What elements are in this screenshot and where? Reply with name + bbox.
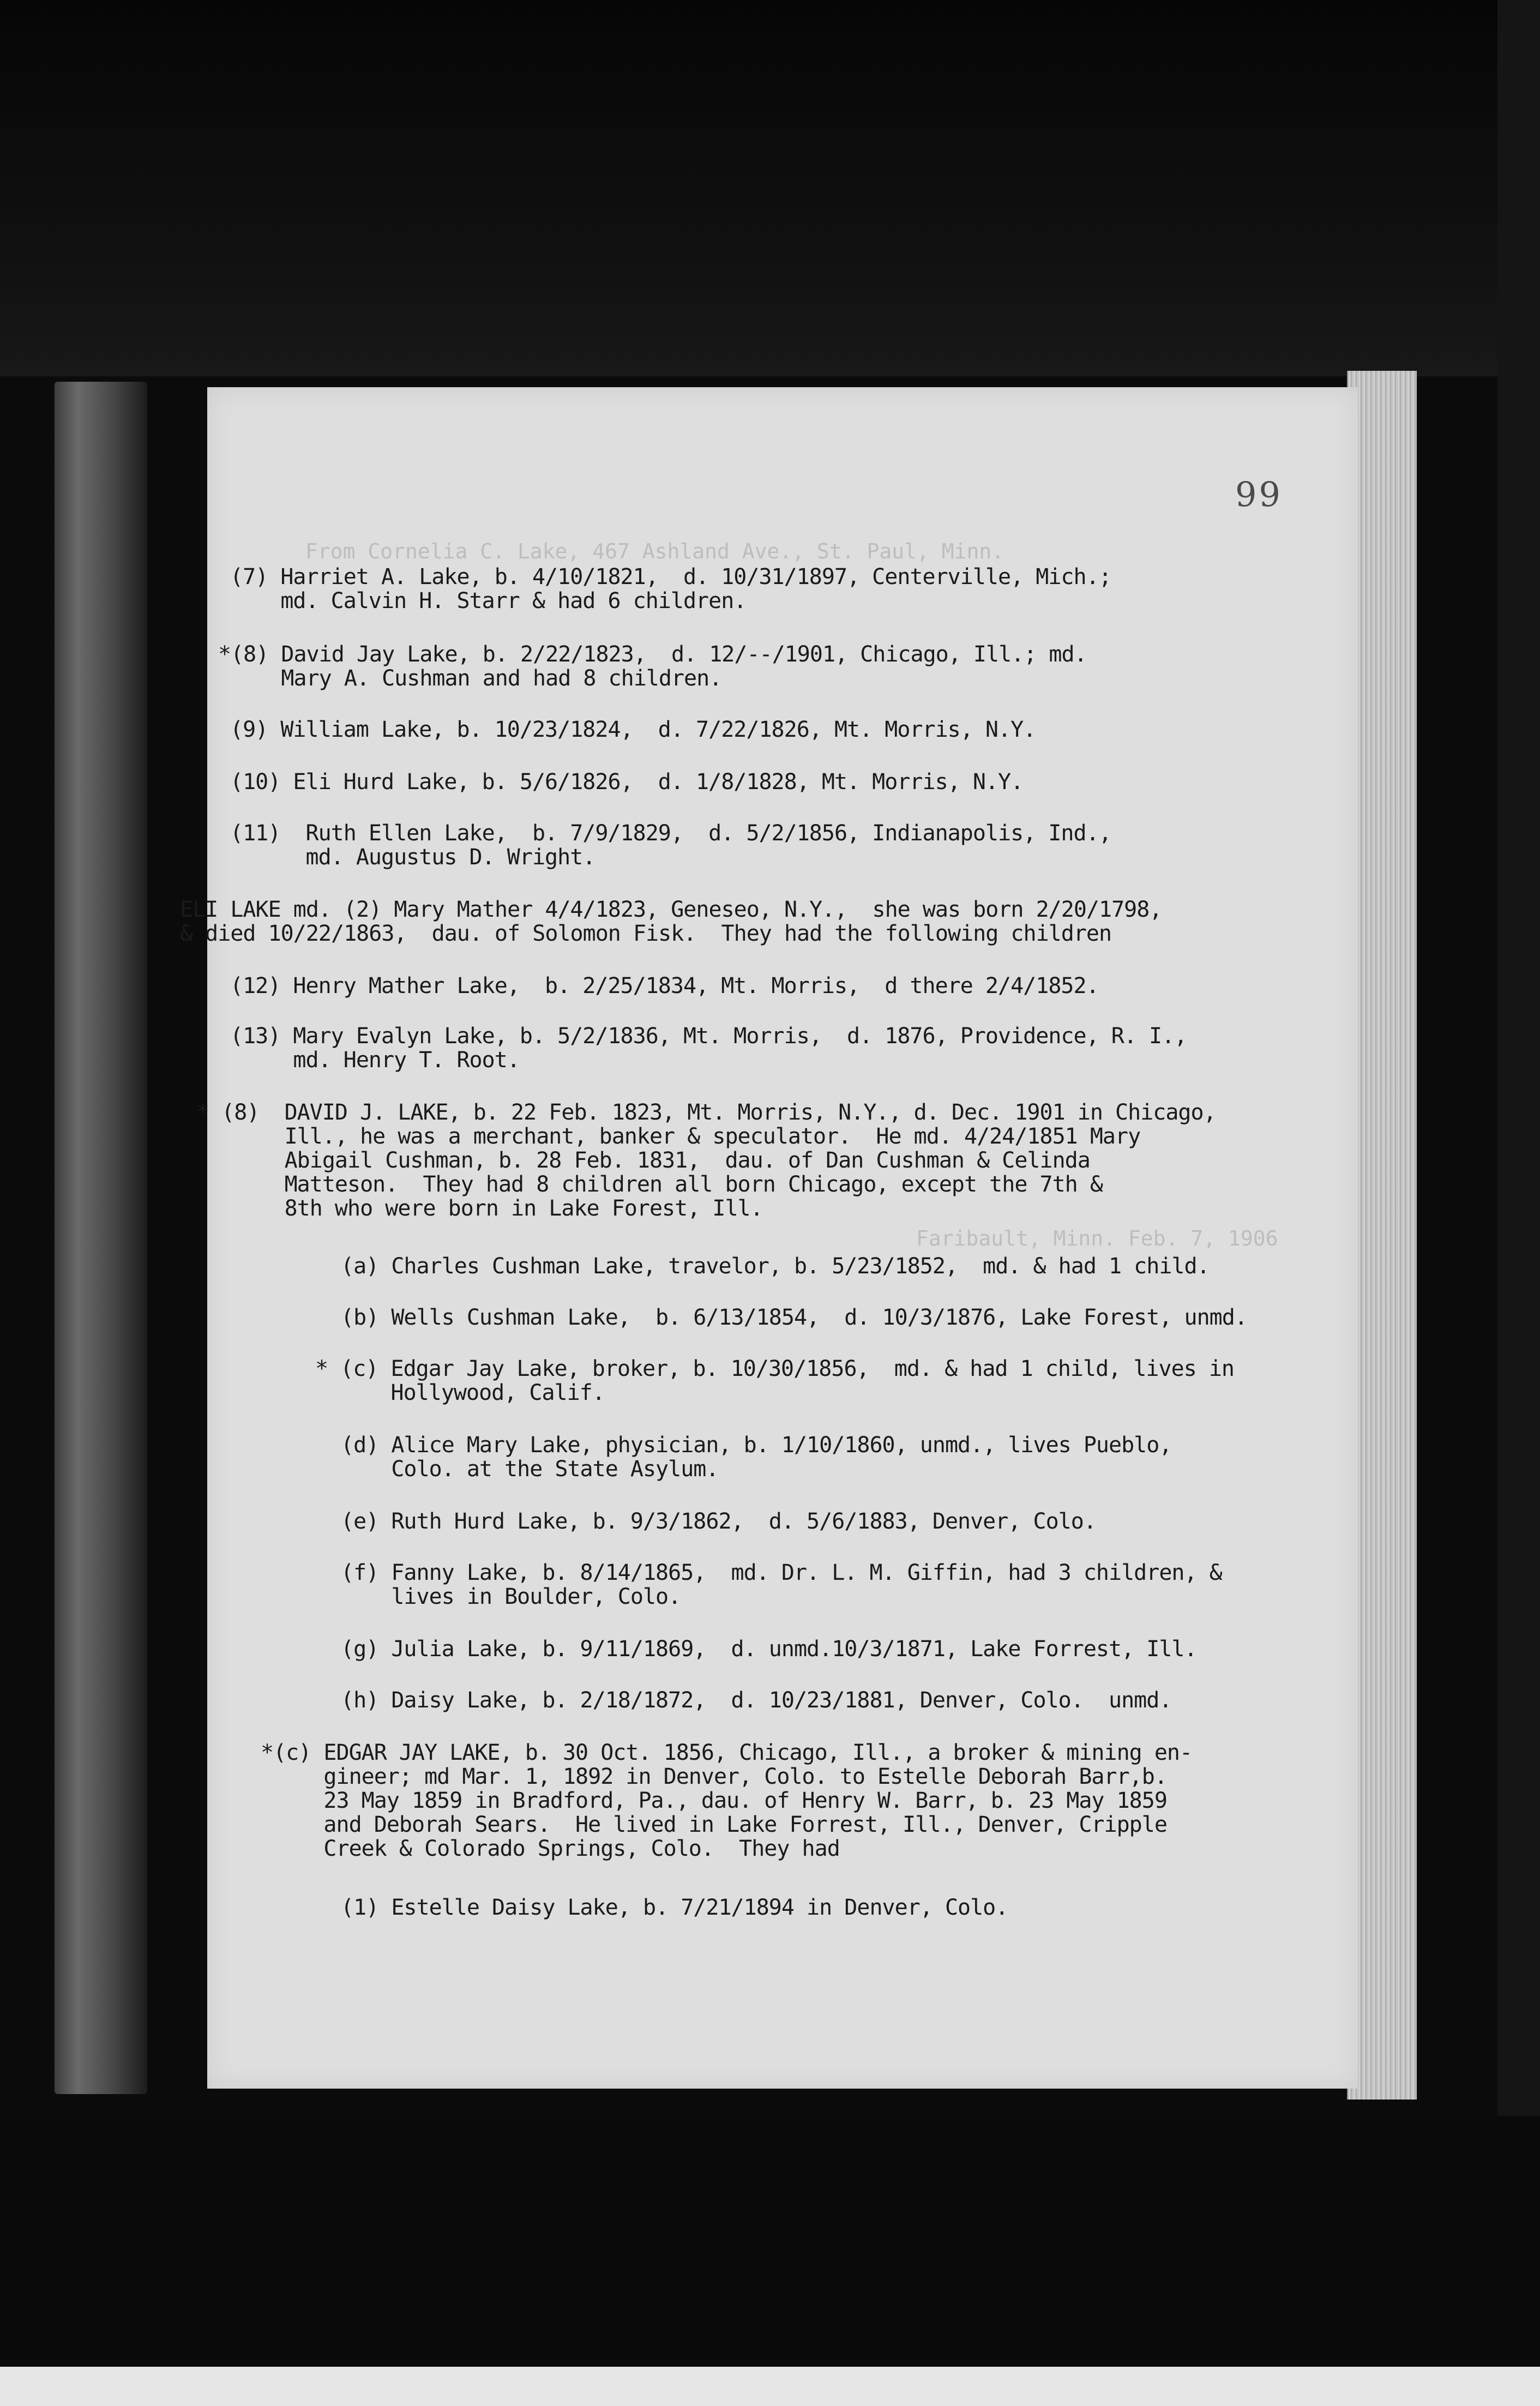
text-line: (f) Fanny Lake, b. 8/14/1865, md. Dr. L. M. Giffin, had 3 children, & xyxy=(341,1560,1222,1585)
film-frame-top xyxy=(0,0,1540,376)
text-line: (d) Alice Mary Lake, physician, b. 1/10/1860, unmd., lives Pueblo, xyxy=(341,1433,1172,1458)
text-line: *(8) David Jay Lake, b. 2/22/1823, d. 12/--/1901, Chicago, Ill.; md. xyxy=(218,642,1087,667)
text-line: (10) Eli Hurd Lake, b. 5/6/1826, d. 1/8/1828, Mt. Morris, N.Y. xyxy=(230,769,1024,795)
text-line: (13) Mary Evalyn Lake, b. 5/2/1836, Mt. Morris, d. 1876, Providence, R. I., xyxy=(230,1024,1187,1049)
text-line: (12) Henry Mather Lake, b. 2/25/1834, Mt. Morris, d there 2/4/1852. xyxy=(230,973,1099,999)
book-binding-edge xyxy=(55,382,147,2094)
page-number: 99 xyxy=(1235,474,1283,514)
text-line: (h) Daisy Lake, b. 2/18/1872, d. 10/23/1881, Denver, Colo. unmd. xyxy=(341,1688,1172,1713)
text-line: * (8) DAVID J. LAKE, b. 22 Feb. 1823, Mt. Morris, N.Y., d. Dec. 1901 in Chicago, xyxy=(196,1100,1216,1125)
text-line: Ill., he was a merchant, banker & speculator. He md. 4/24/1851 Mary xyxy=(196,1124,1141,1149)
text-line: (7) Harriet A. Lake, b. 4/10/1821, d. 10/31/1897, Centerville, Mich.; xyxy=(230,564,1111,590)
film-strip-edge xyxy=(0,2367,1540,2406)
film-frame-bottom xyxy=(0,2116,1540,2406)
film-frame-right xyxy=(1497,0,1540,2367)
text-line: Mary A. Cushman and had 8 children. xyxy=(218,666,722,691)
text-line: & died 10/22/1863, dau. of Solomon Fisk. They had the following children xyxy=(180,921,1112,946)
text-line: (a) Charles Cushman Lake, travelor, b. 5/23/1852, md. & had 1 child. xyxy=(341,1254,1210,1279)
text-line: (e) Ruth Hurd Lake, b. 9/3/1862, d. 5/6/1883, Denver, Colo. xyxy=(341,1509,1096,1534)
text-line: (9) William Lake, b. 10/23/1824, d. 7/22/1826, Mt. Morris, N.Y. xyxy=(230,717,1036,742)
text-line: (11) Ruth Ellen Lake, b. 7/9/1829, d. 5/2/1856, Indianapolis, Ind., xyxy=(230,821,1111,846)
text-line: 23 May 1859 in Bradford, Pa., dau. of Henry W. Barr, b. 23 May 1859 xyxy=(261,1788,1167,1813)
text-line: (g) Julia Lake, b. 9/11/1869, d. unmd.10/3/1871, Lake Forrest, Ill. xyxy=(341,1637,1197,1662)
text-line: (1) Estelle Daisy Lake, b. 7/21/1894 in Denver, Colo. xyxy=(341,1895,1008,1920)
text-line: Hollywood, Calif. xyxy=(315,1380,605,1405)
text-line: * (c) Edgar Jay Lake, broker, b. 10/30/1856, md. & had 1 child, lives in xyxy=(315,1356,1234,1381)
bleed-through-text: From Cornelia C. Lake, 467 Ashland Ave., St. Paul, Minn. xyxy=(305,539,1004,563)
text-line: gineer; md Mar. 1, 1892 in Denver, Colo. to Estelle Deborah Barr,b. xyxy=(261,1764,1167,1789)
text-line: md. Augustus D. Wright. xyxy=(230,845,595,870)
text-line: Matteson. They had 8 children all born Chicago, except the 7th & xyxy=(196,1172,1103,1197)
text-line: 8th who were born in Lake Forest, Ill. xyxy=(196,1196,763,1221)
text-line: md. Calvin H. Starr & had 6 children. xyxy=(230,588,747,613)
text-line: *(c) EDGAR JAY LAKE, b. 30 Oct. 1856, Chicago, Ill., a broker & mining en- xyxy=(261,1740,1193,1765)
text-line: Abigail Cushman, b. 28 Feb. 1831, dau. of Dan Cushman & Celinda xyxy=(196,1148,1090,1173)
text-line: Colo. at the State Asylum. xyxy=(341,1457,719,1482)
text-line: Creek & Colorado Springs, Colo. They had xyxy=(261,1836,840,1861)
bleed-through-text: Faribault, Minn. Feb. 7, 1906 xyxy=(916,1226,1278,1250)
text-line: md. Henry T. Root. xyxy=(230,1048,520,1073)
text-line: lives in Boulder, Colo. xyxy=(341,1584,681,1609)
text-line: and Deborah Sears. He lived in Lake Forrest, Ill., Denver, Cripple xyxy=(261,1812,1167,1837)
text-line: (b) Wells Cushman Lake, b. 6/13/1854, d. 10/3/1876, Lake Forest, unmd. xyxy=(341,1305,1247,1330)
text-line: ELI LAKE md. (2) Mary Mather 4/4/1823, Geneseo, N.Y., she was born 2/20/1798, xyxy=(180,897,1162,922)
